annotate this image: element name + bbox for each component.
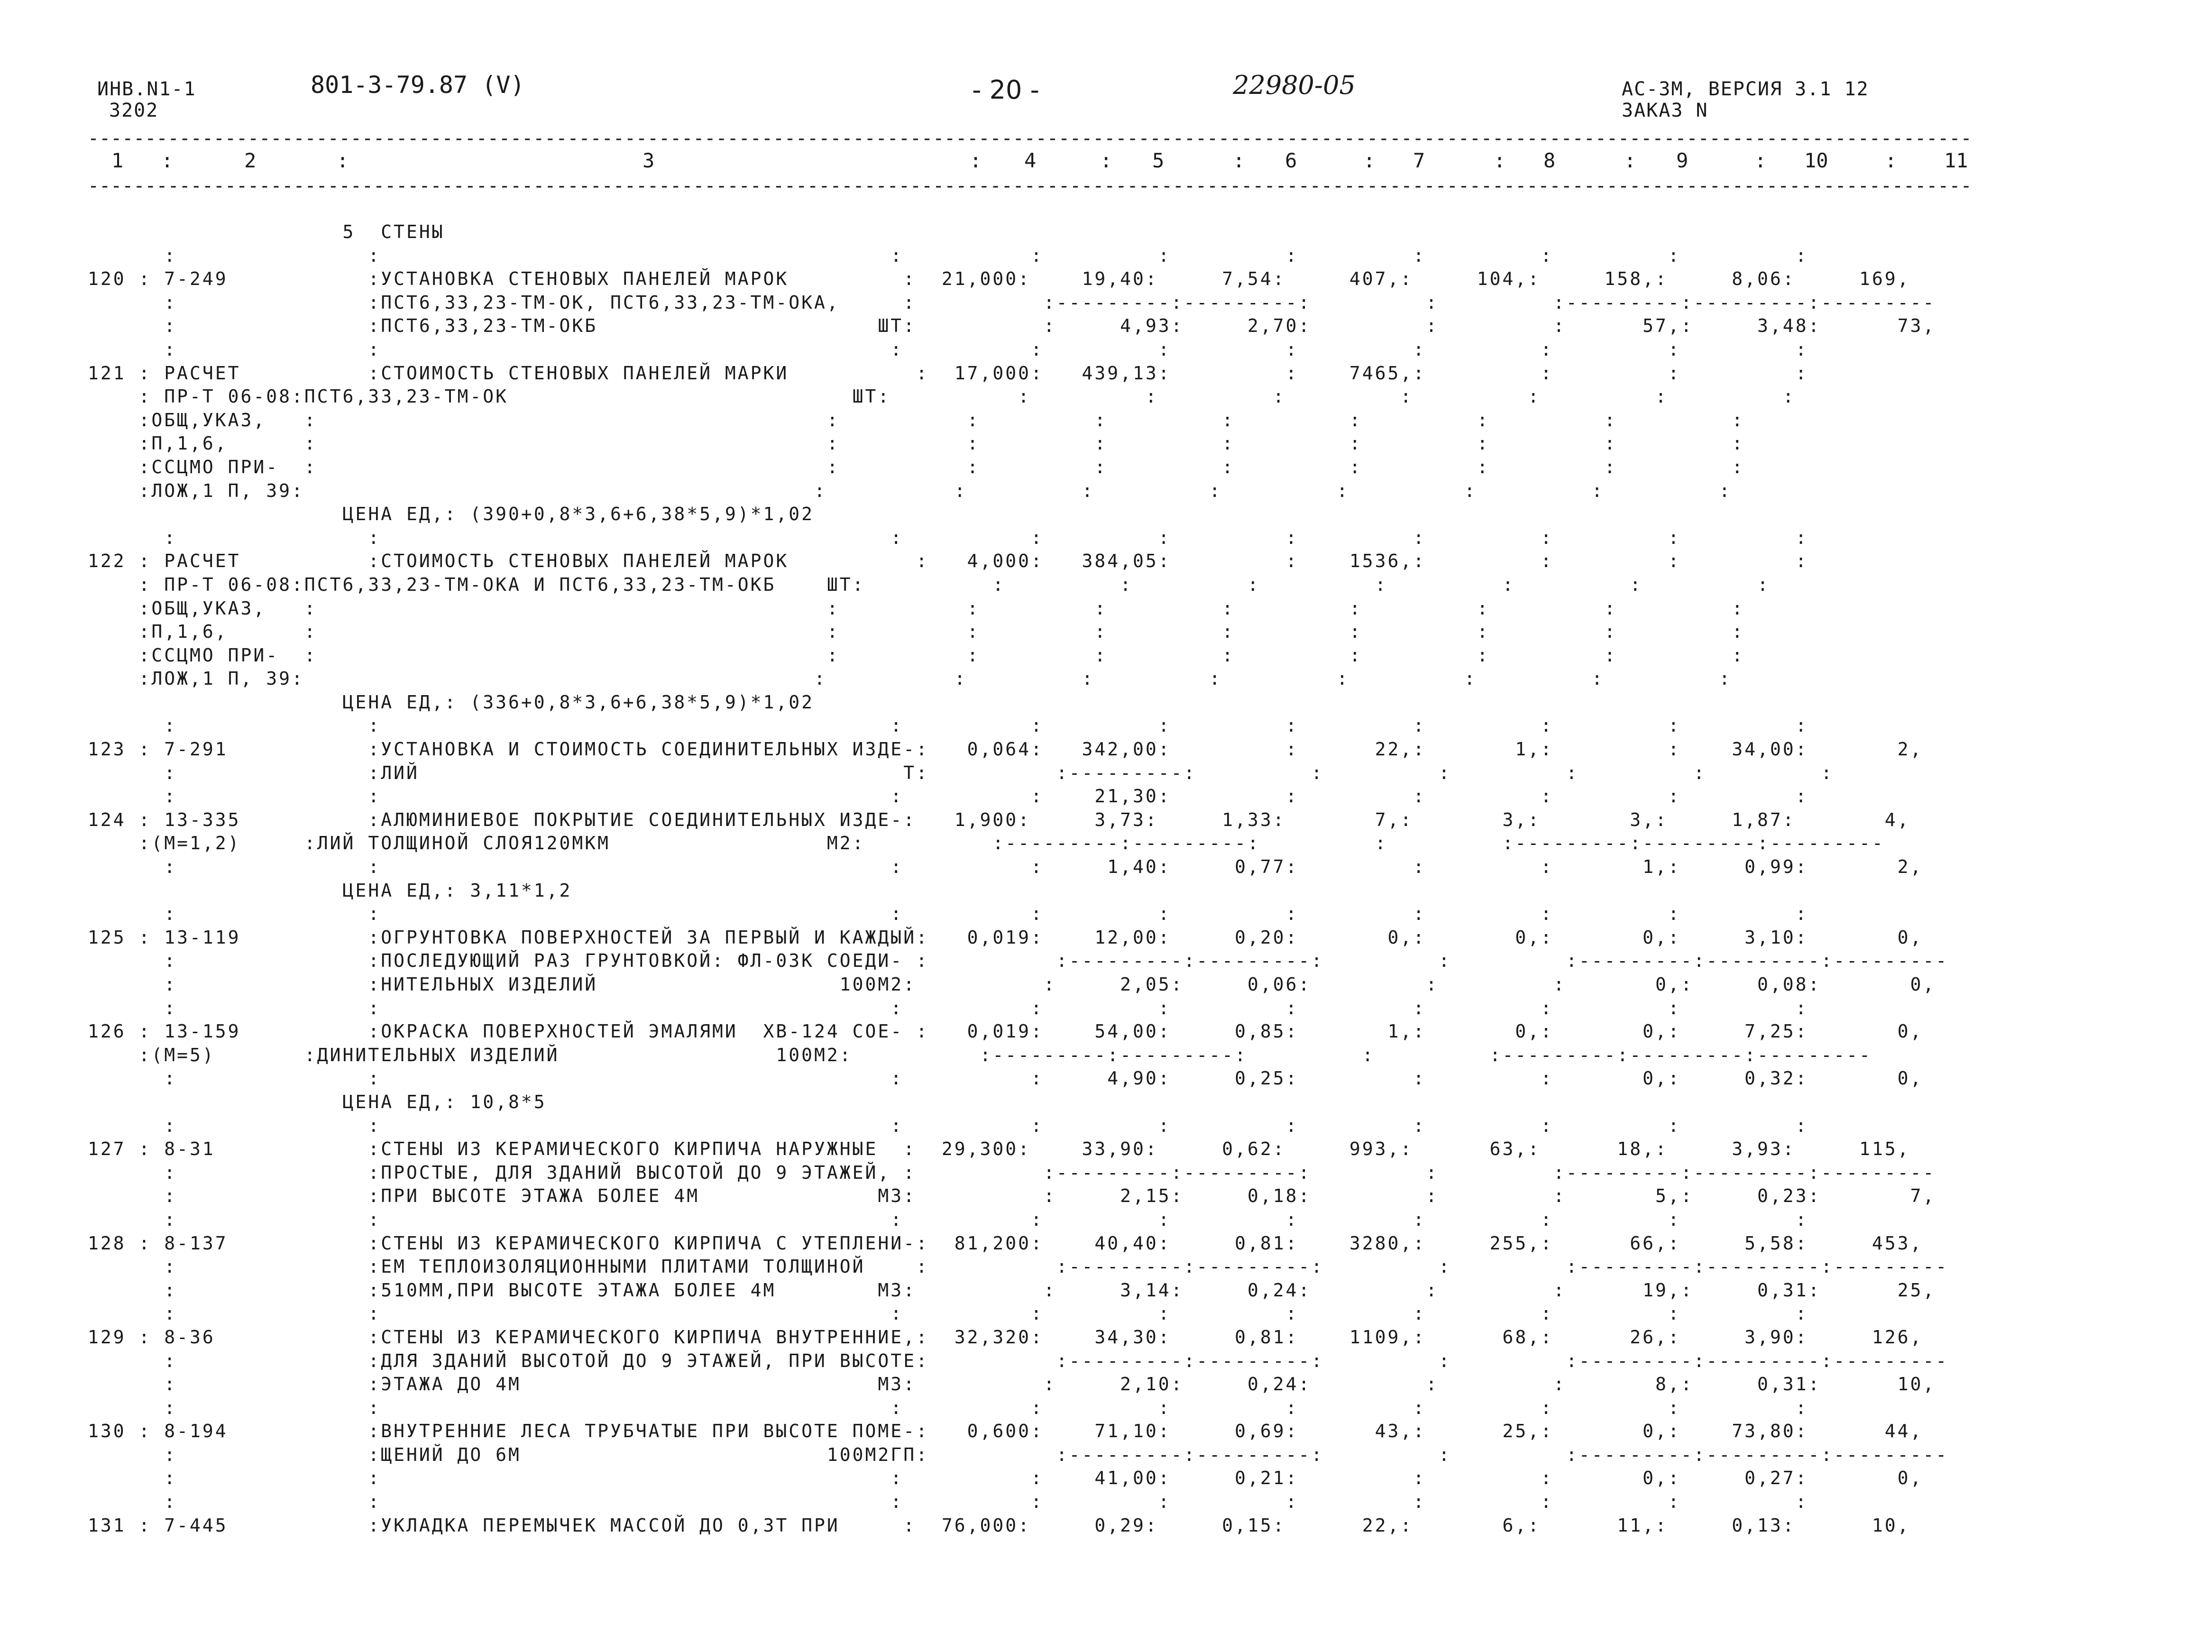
col-sep: :: [337, 149, 349, 172]
table-line: : : : : 41,00: 0,21: : : 0,: 0,27: 0,: [88, 1468, 1923, 1489]
table-line: :ОБЩ,УКАЗ, : : : : : : : : :: [88, 597, 1745, 619]
table-line: 129 : 8-36 :СТЕНЫ ИЗ КЕРАМИЧЕСКОГО КИРПИЧА ВНУТРЕННИЕ,: 32,320: 34,30: 0,81: 1109,: 68,: 26,: 3,90: 126,: [88, 1326, 1923, 1348]
col-number-9: 9: [1676, 149, 1689, 172]
table-line: : : : : 1,40: 0,77: : : 1,: 0,99: 2,: [88, 856, 1923, 878]
col-sep: :: [1100, 149, 1112, 172]
table-line: 122 : РАСЧЕТ :СТОИМОСТЬ СТЕНОВЫХ ПАНЕЛЕЙ МАРОК : 4,000: 384,05: : 1536,: : : :: [88, 551, 1808, 572]
table-line: : : : : : : : : : :: [88, 903, 1808, 925]
table-line: 121 : РАСЧЕТ :СТОИМОСТЬ СТЕНОВЫХ ПАНЕЛЕЙ МАРКИ : 17,000: 439,13: : 7465,: : : :: [88, 362, 1808, 384]
table-line: : : : : : : : : : :: [88, 527, 1808, 548]
estimate-table-body: [88, 220, 2025, 1537]
table-line: :ОБЩ,УКАЗ, : : : : : : : : :: [88, 409, 1745, 431]
inventory-number: 3202: [109, 100, 159, 121]
table-line: : :ПРИ ВЫСОТЕ ЭТАЖА БОЛЕЕ 4М М3: : 2,15: 0,18: : : 5,: 0,23: 7,: [88, 1185, 1936, 1207]
table-line: : : : : : : : : : :: [88, 1397, 1808, 1418]
header-separator: ---------------------------------------------------------------------------------------------------------------------------------------------------------------------: [88, 176, 1972, 195]
table-line: 125 : 13-119 :ОГРУНТОВКА ПОВЕРХНОСТЕЙ ЗА ПЕРВЫЙ И КАЖДЫЙ: 0,019: 12,00: 0,20: 0,: 0,: 0,: 3,10: 0,: [88, 927, 1923, 948]
col-number-2: 2: [244, 149, 257, 172]
system-version: АС-3М, ВЕРСИЯ 3.1 12: [1622, 78, 1869, 100]
table-line: :ССЦМО ПРИ- : : : : : : : : :: [88, 644, 1745, 666]
order-label: ЗАКАЗ N: [1622, 100, 1708, 121]
table-line: :ЛОЖ,1 П, 39: : : : : : : : :: [88, 480, 1732, 501]
table-line: : :ПОСЛЕДУЮЩИЙ РАЗ ГРУНТОВКОЙ: ФЛ-03К СОЕДИ- : :---------:---------: : :---------:---------:---------: [88, 950, 1949, 972]
col-number-4: 4: [1024, 149, 1037, 172]
document-code: 801-3-79.87 (V): [311, 71, 525, 99]
table-line: :П,1,6, : : : : : : : : :: [88, 433, 1745, 454]
order-number: 22980-05: [1233, 70, 1356, 100]
col-number-8: 8: [1543, 149, 1556, 172]
col-number-5: 5: [1152, 149, 1165, 172]
col-sep: :: [1754, 149, 1767, 172]
inventory-label: ИНВ.N1-1: [97, 78, 196, 100]
table-line: : ПР-Т 06-08:ПСТ6,33,23-ТМ-ОКА И ПСТ6,33,23-ТМ-ОКБ ШТ: : : : : : : :: [88, 574, 1770, 595]
table-line: : : : : : : : : : :: [88, 1209, 1808, 1230]
table-line: : :НИТЕЛЬНЫХ ИЗДЕЛИЙ 100М2: : 2,05: 0,06: : : 0,: 0,08: 0,: [88, 974, 1936, 995]
table-line: : :ПСТ6,33,23-ТМ-ОКБ ШТ: : 4,93: 2,70: : : 57,: 3,48: 73,: [88, 315, 1936, 337]
col-sep: :: [1494, 149, 1506, 172]
table-line: : :ЕМ ТЕПЛОИЗОЛЯЦИОННЫМИ ПЛИТАМИ ТОЛЩИНОЙ : :---------:---------: : :---------:---------:---------: [88, 1256, 1949, 1277]
table-line: 5 СТЕНЫ: [88, 221, 445, 242]
table-line: : : : : : : : : : :: [88, 339, 1808, 360]
table-line: ЦЕНА ЕД,: (390+0,8*3,6+6,38*5,9)*1,02: [88, 504, 815, 525]
table-line: ЦЕНА ЕД,: 3,11*1,2: [88, 880, 572, 901]
table-line: : :ЭТАЖА ДО 4М М3: : 2,10: 0,24: : : 8,: 0,31: 10,: [88, 1374, 1936, 1395]
table-line: : : : : : : : : : :: [88, 1491, 1808, 1513]
col-number-10: 10: [1804, 149, 1828, 172]
table-line: : : : : : : : : : :: [88, 997, 1808, 1019]
table-line: ЦЕНА ЕД,: (336+0,8*3,6+6,38*5,9)*1,02: [88, 691, 815, 713]
top-separator: ---------------------------------------------------------------------------------------------------------------------------------------------------------------------: [88, 129, 1972, 148]
col-number-7: 7: [1413, 149, 1425, 172]
table-line: ЦЕНА ЕД,: 10,8*5: [88, 1091, 547, 1112]
col-sep: :: [1363, 149, 1376, 172]
table-line: : :ПСТ6,33,23-ТМ-ОК, ПСТ6,33,23-ТМ-ОКА, : :---------:---------: : :---------:---------:---------: [88, 292, 1936, 313]
table-line: : :510ММ,ПРИ ВЫСОТЕ ЭТАЖА БОЛЕЕ 4М М3: : 3,14: 0,24: : : 19,: 0,31: 25,: [88, 1279, 1936, 1301]
col-number-1: 1: [111, 149, 124, 172]
table-line: : : : : : : : : : :: [88, 245, 1808, 266]
table-line: :ЛОЖ,1 П, 39: : : : : : : : :: [88, 668, 1732, 689]
col-sep: :: [1624, 149, 1636, 172]
col-number-11: 11: [1944, 149, 1968, 172]
column-header-row: [88, 149, 2025, 172]
col-sep: :: [161, 149, 174, 172]
table-line: : : : : 4,90: 0,25: : : 0,: 0,32: 0,: [88, 1068, 1923, 1089]
page-number: - 20 -: [972, 75, 1040, 105]
table-line: 126 : 13-159 :ОКРАСКА ПОВЕРХНОСТЕЙ ЭМАЛЯМИ ХВ-124 СОЕ- : 0,019: 54,00: 0,85: 1,: 0,: 0,: 7,25: 0,: [88, 1021, 1923, 1042]
table-line: 130 : 8-194 :ВНУТРЕННИЕ ЛЕСА ТРУБЧАТЫЕ ПРИ ВЫСОТЕ ПОМЕ-: 0,600: 71,10: 0,69: 43,: 25,: 0,: 73,80: 44,: [88, 1421, 1923, 1442]
table-line: : : : : : : : : : :: [88, 715, 1808, 736]
table-line: 120 : 7-249 :УСТАНОВКА СТЕНОВЫХ ПАНЕЛЕЙ МАРОК : 21,000: 19,40: 7,54: 407,: 104,: 158,: 8,06: 169,: [88, 268, 1910, 290]
table-line: : :ДЛЯ ЗДАНИЙ ВЫСОТОЙ ДО 9 ЭТАЖЕЙ, ПРИ ВЫСОТЕ: :---------:---------: : :---------:---------:---------: [88, 1350, 1949, 1371]
table-line: : : : : : : : : : :: [88, 1115, 1808, 1136]
table-line: : : : : 21,30: : : : : :: [88, 786, 1808, 807]
table-line: : ПР-Т 06-08:ПСТ6,33,23-ТМ-ОК ШТ: : : : : : : :: [88, 386, 1796, 407]
table-line: : :ЩЕНИЙ ДО 6М 100М2ГП: :---------:---------: : :---------:---------:---------: [88, 1444, 1949, 1465]
col-sep: :: [970, 149, 982, 172]
table-line: 123 : 7-291 :УСТАНОВКА И СТОИМОСТЬ СОЕДИНИТЕЛЬНЫХ ИЗДЕ-: 0,064: 342,00: : 22,: 1,: : 34,00: 2,: [88, 739, 1923, 760]
table-line: :(М=1,2) :ЛИЙ ТОЛЩИНОЙ СЛОЯ120МКМ М2: :---------:---------: : :---------:---------:---------: [88, 833, 1885, 854]
col-number-3: 3: [642, 149, 655, 172]
col-sep: :: [1885, 149, 1897, 172]
table-line: 127 : 8-31 :СТЕНЫ ИЗ КЕРАМИЧЕСКОГО КИРПИЧА НАРУЖНЫЕ : 29,300: 33,90: 0,62: 993,: 63,: 18,: 3,93: 115,: [88, 1138, 1910, 1160]
table-line: 124 : 13-335 :АЛЮМИНИЕВОЕ ПОКРЫТИЕ СОЕДИНИТЕЛЬНЫХ ИЗДЕ-: 1,900: 3,73: 1,33: 7,: 3,: 3,: 1,87: 4,: [88, 809, 1910, 830]
table-line: :П,1,6, : : : : : : : : :: [88, 621, 1745, 642]
table-line: : :ПРОСТЫЕ, ДЛЯ ЗДАНИЙ ВЫСОТОЙ ДО 9 ЭТАЖЕЙ, : :---------:---------: : :---------:---------:---------: [88, 1162, 1936, 1183]
table-line: : : : : : : : : : :: [88, 1303, 1808, 1324]
table-line: :ССЦМО ПРИ- : : : : : : : : :: [88, 456, 1745, 477]
col-number-6: 6: [1285, 149, 1297, 172]
table-line: :(М=5) :ДИНИТЕЛЬНЫХ ИЗДЕЛИЙ 100М2: :---------:---------: : :---------:---------:---------: [88, 1044, 1872, 1065]
table-line: 128 : 8-137 :СТЕНЫ ИЗ КЕРАМИЧЕСКОГО КИРПИЧА С УТЕПЛЕНИ-: 81,200: 40,40: 0,81: 3280,: 255,: 66,: 5,58: 453,: [88, 1232, 1923, 1254]
table-line: 131 : 7-445 :УКЛАДКА ПЕРЕМЫЧЕК МАССОЙ ДО 0,3Т ПРИ : 76,000: 0,29: 0,15: 22,: 6,: 11,: 0,13: 10,: [88, 1514, 1910, 1536]
col-sep: :: [1233, 149, 1245, 172]
table-line: : :ЛИЙ Т: :---------: : : : : :: [88, 762, 1834, 783]
